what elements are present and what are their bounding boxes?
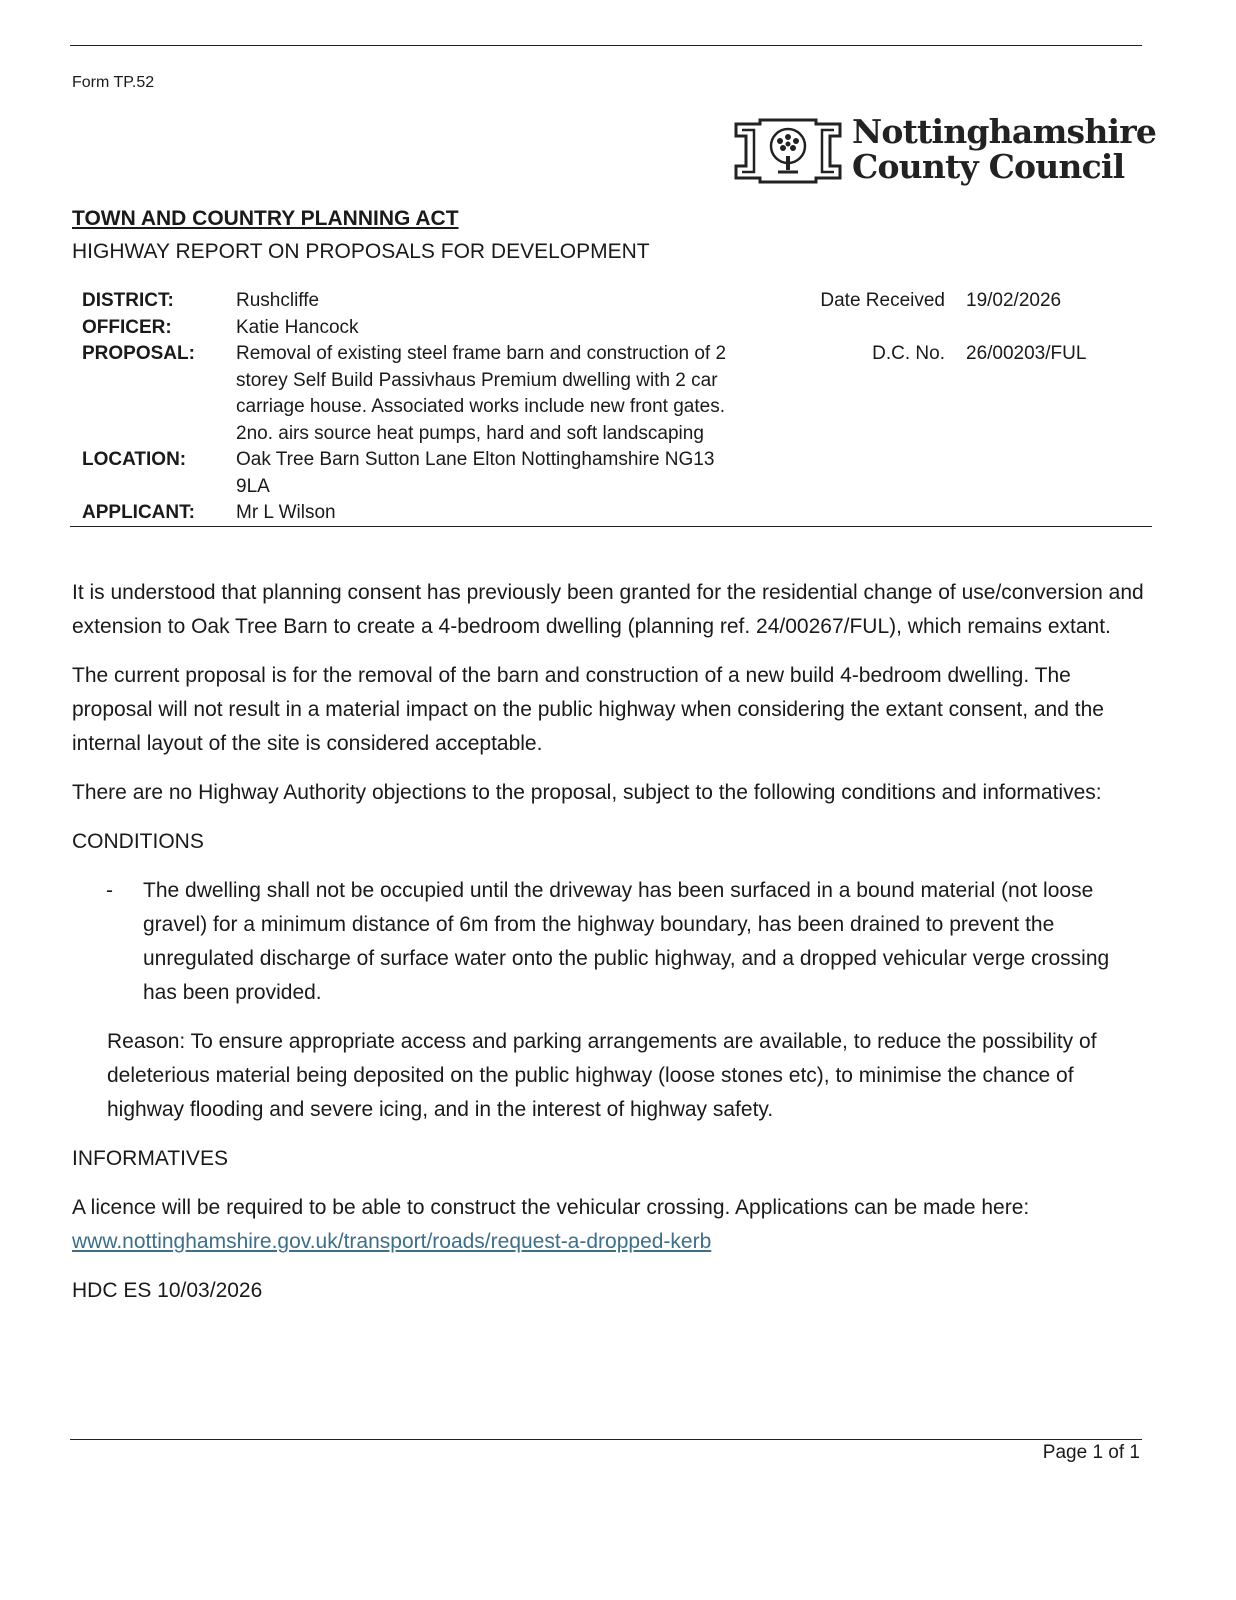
proposal-value: Removal of existing steel frame barn and construction of 2 storey Self Build Passivhaus Premium dwelling with 2 car carriage house. Associated works include new front gates. 2no. airs source heat pumps, hard and soft landscaping (236, 343, 727, 444)
application-details (70, 288, 1152, 527)
council-logo (734, 112, 1157, 188)
location-label: LOCATION: (82, 449, 187, 470)
proposal-row (70, 341, 1152, 447)
proposal-label: PROPOSAL: (82, 343, 195, 364)
form-id: Form TP.52 (72, 74, 155, 91)
paragraph-proposal: The current proposal is for the removal of the barn and construction of a new build 4-bedroom dwelling. The proposal will not result in a material impact on the public highway when considering the extant consent, and the internal layout of the site is considered acceptable. (72, 664, 1104, 755)
conditions-heading: CONDITIONS (72, 830, 204, 853)
informative-item (72, 1191, 1147, 1259)
condition-item (72, 874, 1147, 1010)
paragraph-consent: It is understood that planning consent has previously been granted for the residential change of use/conversion and extension to Oak Tree Barn to create a 4-bedroom dwelling (planning ref. 24/00267/FUL), which remains extant. (72, 581, 1144, 638)
applicant-label: APPLICANT: (82, 502, 195, 523)
condition-reason: Reason: To ensure appropriate access and parking arrangements are available, to reduce the possibility of deleterious material being deposited on the public highway (loose stones etc), to minimise the chance of highway flooding and severe icing, and in the interest of highway safety. (107, 1030, 1097, 1121)
county-crest-icon (734, 116, 842, 186)
applicant-value: Mr L Wilson (236, 502, 336, 523)
applicant-row (70, 500, 1152, 527)
location-value: Oak Tree Barn Sutton Lane Elton Nottinghamshire NG13 9LA (236, 449, 715, 497)
dc-no-value: 26/00203/FUL (966, 343, 1087, 364)
officer-row (70, 315, 1152, 342)
list-dash: - (106, 879, 113, 902)
district-row (70, 288, 1152, 315)
officer-label: OFFICER: (82, 316, 172, 338)
dropped-kerb-link[interactable]: www.nottinghamshire.gov.uk/transport/roads/request-a-dropped-kerb (72, 1230, 712, 1253)
district-value: Rushcliffe (236, 290, 320, 311)
top-rule (70, 45, 1142, 46)
informatives-heading: INFORMATIVES (72, 1147, 228, 1170)
signoff: HDC ES 10/03/2026 (72, 1279, 263, 1302)
condition-text: The dwelling shall not be occupied until the driveway has been surfaced in a bound material (not loose gravel) for a minimum distance of 6m from the highway boundary, has been drained to prevent the unregulated discharge of surface water onto the public highway, and a dropped vehicular verge crossing has been provided. (143, 879, 1110, 1004)
details-divider (70, 526, 1152, 527)
act-title: TOWN AND COUNTRY PLANNING ACT (72, 207, 459, 230)
informative-text: A licence will be required to be able to construct the vehicular crossing. Applications can be made here: (72, 1196, 1030, 1219)
district-label: DISTRICT: (82, 290, 174, 311)
paragraph-objections: There are no Highway Authority objections to the proposal, subject to the following conditions and informatives: (72, 781, 1102, 804)
dc-no-label: D.C. No. (872, 343, 945, 364)
location-row (70, 447, 1152, 500)
council-name: Nottinghamshire County Council (852, 112, 1157, 186)
page-number: Page 1 of 1 (1042, 1442, 1140, 1463)
report-body (72, 576, 1147, 1323)
report-title: HIGHWAY REPORT ON PROPOSALS FOR DEVELOPMENT (72, 240, 650, 263)
footer-rule (70, 1439, 1142, 1440)
date-received-label: Date Received (820, 290, 945, 311)
officer-value: Katie Hancock (236, 316, 359, 338)
date-received-value: 19/02/2026 (966, 290, 1062, 311)
